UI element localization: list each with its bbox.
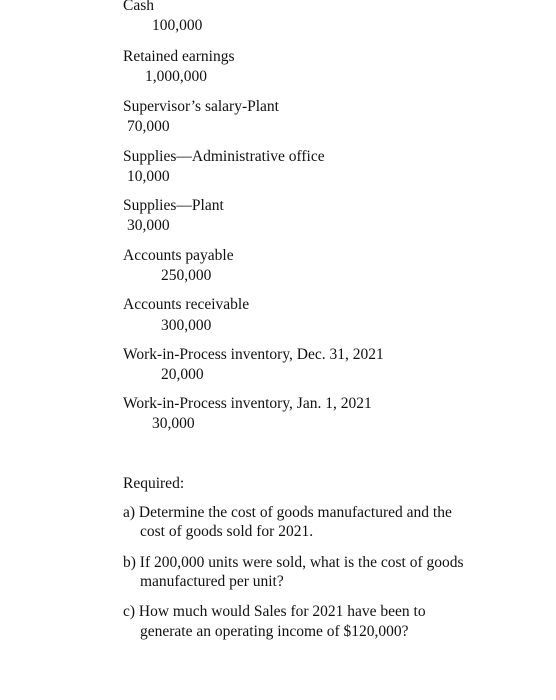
account-label-accounts-receivable: Accounts receivable xyxy=(123,296,250,313)
account-label-wip-dec: Work-in-Process inventory, Dec. 31, 2021 xyxy=(123,346,384,363)
account-value-supervisor-salary: 70,000 xyxy=(127,118,170,135)
required-item-c-line1: c) How much would Sales for 2021 have been to xyxy=(123,603,426,620)
account-value-accounts-payable: 250,000 xyxy=(161,267,212,284)
account-value-supplies-admin: 10,000 xyxy=(127,168,170,185)
account-label-cash: Cash xyxy=(123,0,154,14)
required-item-a-line1: a) Determine the cost of goods manufactured and the xyxy=(123,504,452,521)
account-label-accounts-payable: Accounts payable xyxy=(123,247,234,264)
account-label-wip-jan: Work-in-Process inventory, Jan. 1, 2021 xyxy=(123,395,372,412)
account-value-cash: 100,000 xyxy=(152,17,203,34)
account-value-supplies-plant: 30,000 xyxy=(127,217,170,234)
required-item-a-line2: cost of goods sold for 2021. xyxy=(140,523,314,540)
required-item-b-line2: manufactured per unit? xyxy=(140,573,284,590)
account-label-retained-earnings: Retained earnings xyxy=(123,48,235,65)
account-label-supplies-plant: Supplies—Plant xyxy=(123,197,224,214)
required-item-c-line2: generate an operating income of $120,000? xyxy=(140,623,409,640)
account-value-wip-dec: 20,000 xyxy=(161,366,204,383)
account-label-supplies-admin: Supplies—Administrative office xyxy=(123,148,325,165)
required-item-b-line1: b) If 200,000 units were sold, what is the cost of goods xyxy=(123,554,464,571)
account-value-wip-jan: 30,000 xyxy=(152,415,195,432)
account-label-supervisor-salary: Supervisor’s salary-Plant xyxy=(123,98,279,115)
account-value-accounts-receivable: 300,000 xyxy=(161,317,212,334)
required-heading: Required: xyxy=(123,475,185,492)
account-value-retained-earnings: 1,000,000 xyxy=(145,68,207,85)
